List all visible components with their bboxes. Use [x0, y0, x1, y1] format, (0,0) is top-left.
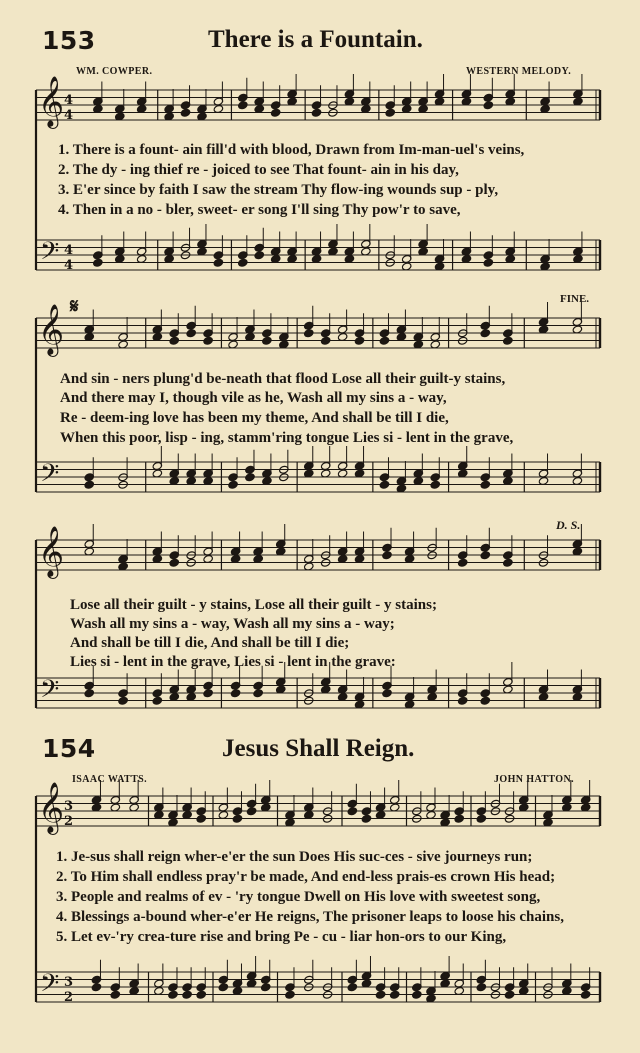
- hymn-154-title: Jesus Shall Reign.: [222, 735, 415, 762]
- hymn-154-verse-1: 1. Je-sus shall reign wher-e'er the sun Does His suc-ces - sive journeys run;: [56, 849, 533, 865]
- hymn-153-system-3-treble-note: [457, 558, 467, 567]
- hymn-153-system-3-bass-note: [118, 696, 128, 705]
- hymn-154-system-1-treble-note: [232, 814, 242, 823]
- hymn-153-system-2-treble-note: [203, 336, 213, 345]
- hymn-153-number: 153: [42, 26, 96, 55]
- hymn-154-system-1-bass-note: [580, 990, 590, 999]
- hymn-153-system-1-treble-note: [311, 108, 321, 117]
- hymn-153-system-3-bass-note: [382, 689, 392, 698]
- hymn-153-system-1-bass-clef: 𝄢: [40, 237, 60, 272]
- hymn-153-system-1-treble-note: [483, 101, 493, 110]
- ds-marking: D. S.: [556, 518, 581, 532]
- hymn-153-system-3-line-4: Lies si - lent in the grave, Lies si - lent in the grave:: [70, 654, 396, 670]
- hymn-153-system-3-bass-note: [203, 689, 213, 698]
- hymn-154-system-1-bass-note: [390, 990, 400, 999]
- hymn-153-system-1-bass-note: [254, 251, 264, 260]
- hymn-154-system-1-bass-note: [375, 990, 385, 999]
- hymn-154-system-1-bass-note: [110, 990, 120, 999]
- hymn-153-system-2-bass-note: [228, 480, 238, 489]
- hymn-154-system-1-time-bass-top: 3: [64, 975, 74, 990]
- hymn-154-system-1-bass-note: [91, 983, 101, 992]
- hymn-153-system-1-time-bass-bottom: 4: [64, 258, 74, 273]
- hymn-154-system-1-bass-note: [196, 990, 206, 999]
- hymn-153-words-credit: WM. COWPER.: [76, 66, 153, 77]
- hymn-153-title: There is a Fountain.: [208, 26, 423, 53]
- hymn-153-system-1-bass-note: [213, 258, 223, 267]
- hymn-154-system-1-treble-note: [361, 814, 371, 823]
- hymn-154-verse-2: 2. To Him shall endless pray'r be made, And end-less prais-es crown His head;: [56, 869, 556, 885]
- hymn-153-system-2-bass-note: [245, 473, 255, 482]
- hymn-154-number: 154: [42, 734, 96, 763]
- hymn-153-system-1-bass-note: [93, 258, 103, 267]
- hymn-153-system-3-line-2: Wash all my sins a - way, Wash all my sins a - way;: [70, 616, 395, 632]
- hymn-153-system-1-time-bass-top: 4: [64, 243, 74, 258]
- hymn-153-system-2-bass-note: [84, 480, 94, 489]
- hymn-154-system-1-time-bass-bottom: 2: [64, 990, 74, 1005]
- hymn-153-system-2-bass-clef: 𝄢: [40, 459, 60, 494]
- hymn-154-system-1-bass-note: [168, 990, 178, 999]
- hymn-154-tune-credit: JOHN HATTON.: [494, 774, 574, 785]
- hymn-153-system-3-bass-clef: 𝄢: [40, 675, 60, 710]
- hymn-153-system-2-line-4: When this poor, lisp - ing, stamm'ring tongue Lies si - lent in the grave,: [60, 430, 514, 446]
- hymn-153-system-2-bass-note: [430, 480, 440, 489]
- hymn-153-system-3-treble-note: [503, 558, 513, 567]
- hymn-153-system-2-treble-note: [320, 336, 330, 345]
- hymn-153-system-1-treble-note: [270, 108, 280, 117]
- hymn-153-system-1-time-treble-top: 4: [64, 93, 74, 108]
- hymn-153-system-1-line-3: 3. E'er since by faith I saw the stream Thy flow-ing wounds sup - ply,: [58, 182, 499, 198]
- hymn-153-system-3-bass-note: [230, 689, 240, 698]
- hymn-153-system-3-bass-note: [152, 696, 162, 705]
- hymn-153-tune-credit: WESTERN MELODY.: [466, 66, 572, 77]
- hymn-154-system-1-treble-note: [454, 814, 464, 823]
- hymn-154-system-1-bass-note: [218, 983, 228, 992]
- hymn-154-system-1-treble-note: [476, 814, 486, 823]
- hymn-153-system-2-line-3: Re - deem-ing love has been my theme, And shall be till I die,: [60, 410, 449, 426]
- hymn-153-system-1-treble-note: [180, 108, 190, 117]
- hymn-153-system-2-line-2: And there may I, though vile as he, Wash all my sins a - way,: [60, 390, 447, 406]
- hymn-154-system-1-bass-note: [476, 983, 486, 992]
- hymn-153-system-2-treble-note: [354, 336, 364, 345]
- hymn-153-system-3-treble-note: [480, 551, 490, 560]
- hymn-154-verse-4: 4. Blessings a-bound wher-e'er He reigns, The prisoner leaps to loose his chains,: [56, 909, 564, 925]
- hymn-154-words-credit: ISAAC WATTS.: [72, 774, 148, 785]
- hymn-153-system-1-bass-note: [483, 258, 493, 267]
- hymn-153-system-2-treble-note: [503, 336, 513, 345]
- hymn-153-system-2-treble-note: [262, 336, 272, 345]
- hymn-154-system-1-bass-note: [285, 990, 295, 999]
- segno-sign: 𝄋: [70, 294, 79, 318]
- hymn-153-system-1-line-2: 2. The dy - ing thief re - joiced to see That fount- ain in his day,: [58, 162, 459, 178]
- hymn-153-system-2-bass-note: [480, 480, 490, 489]
- hymn-154-system-1-bass-note: [182, 990, 192, 999]
- hymn-154-system-1-bass-note: [261, 983, 271, 992]
- hymn-154-system-1-time-treble-top: 3: [64, 799, 74, 814]
- hymn-153-system-2-treble-note: [480, 329, 490, 338]
- hymn-153-system-1-line-1: 1. There is a fount- ain fill'd with blood, Drawn from Im-man-uel's veins,: [58, 142, 525, 158]
- hymn-153-system-2-treble-note: [379, 336, 389, 345]
- fine-marking: FINE.: [560, 293, 590, 305]
- hymn-154-system-1-treble-note: [246, 807, 256, 816]
- hymn-153-system-2-treble-note: [186, 329, 196, 338]
- hymn-154-system-1-treble-note: [347, 807, 357, 816]
- hymn-153-system-1-treble-note: [238, 101, 248, 110]
- hymn-153-system-2-bass-note: [379, 480, 389, 489]
- hymn-154-system-1-treble-note: [196, 814, 206, 823]
- hymn-153-system-2-line-1: And sin - ners plung'd be-neath that flood Lose all their guilt-y stains,: [60, 371, 506, 387]
- hymn-153-system-3-bass-note: [480, 696, 490, 705]
- hymn-154-system-1-bass-note: [347, 983, 357, 992]
- hymn-154-system-1-bass-note: [412, 990, 422, 999]
- hymn-153-system-3-line-1: Lose all their guilt - y stains, Lose all their guilt - y stains;: [70, 597, 437, 613]
- hymn-153-system-3-treble-clef: 𝄞: [38, 526, 65, 577]
- hymn-154-system-1-time-treble-bottom: 2: [64, 814, 74, 829]
- hymn-153-system-3-bass-note: [253, 689, 263, 698]
- hymn-153-system-2-treble-clef: 𝄞: [38, 304, 65, 355]
- hymn-154-system-1-bass-clef: 𝄢: [40, 969, 60, 1004]
- hymn-154-verse-3: 3. People and realms of ev - 'ry tongue Dwell on His love with sweetest song,: [56, 889, 541, 905]
- hymn-153-system-3-treble-note: [382, 551, 392, 560]
- hymn-153-system-1-treble-clef: 𝄞: [38, 76, 65, 127]
- hymn-153-system-2-treble-note: [169, 336, 179, 345]
- hymn-153-system-3-bass-note: [457, 696, 467, 705]
- hymn-153-system-3-treble-note: [169, 558, 179, 567]
- hymn-154-verse-5: 5. Let ev-'ry crea-ture rise and bring Pe - cu - liar hon-ors to our King,: [56, 929, 507, 945]
- hymn-153-system-3-bass-note: [84, 689, 94, 698]
- hymn-154-system-1-treble-clef: 𝄞: [38, 782, 65, 833]
- hymn-153-system-1-line-4: 4. Then in a no - bler, sweet- er song I'll sing Thy pow'r to save,: [58, 202, 461, 218]
- hymn-153-system-2-treble-note: [304, 329, 314, 338]
- hymn-153-system-1-bass-note: [238, 258, 248, 267]
- hymn-153-system-1-treble-note: [385, 108, 395, 117]
- hymn-153-system-3-line-3: And shall be till I die, And shall be till I die;: [70, 635, 350, 651]
- hymn-154-system-1-bass-note: [504, 990, 514, 999]
- hymn-153-system-1-time-treble-bottom: 4: [64, 108, 74, 123]
